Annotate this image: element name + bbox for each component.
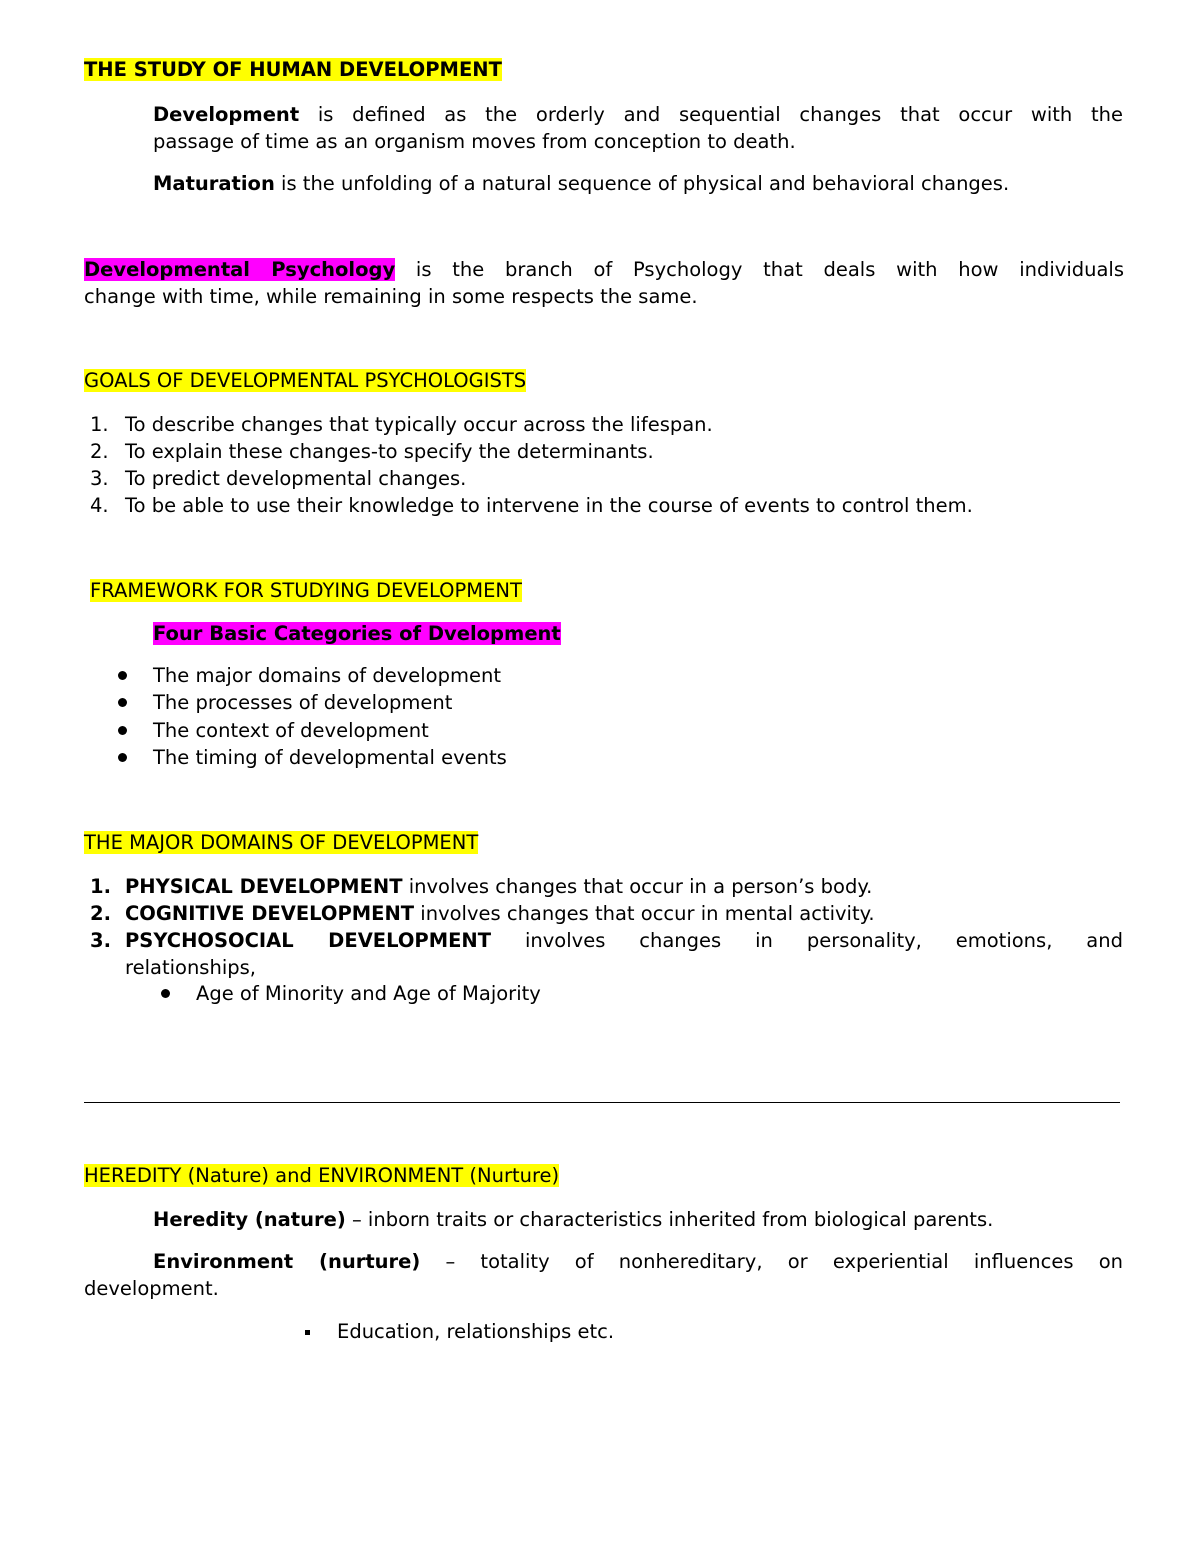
environment-def-text-1: – totality of nonhereditary, or experiential influences on — [420, 1250, 1123, 1273]
domain-number: 3. — [90, 929, 111, 952]
square-bullet-icon — [305, 1330, 310, 1335]
development-def-text-1: is defined as the orderly and sequential changes that occur with the — [299, 103, 1123, 126]
heredity-term: Heredity (nature) — [153, 1208, 346, 1231]
maturation-term: Maturation — [153, 172, 275, 195]
framework-item: The timing of developmental events — [153, 746, 507, 769]
domain-item-psychosocial-line2: relationships, — [125, 956, 256, 979]
domain-item-psychosocial — [125, 927, 1123, 954]
goal-number: 1. — [90, 413, 109, 436]
goal-item: To explain these changes-to specify the determinants. — [125, 440, 654, 463]
bullet-icon — [118, 671, 127, 680]
domain-text: involves changes in personality, emotions, and — [491, 929, 1123, 952]
bullet-icon — [161, 989, 170, 998]
goal-item: To predict developmental changes. — [125, 467, 467, 490]
environment-definition-line2: development. — [84, 1277, 219, 1300]
framework-item: The major domains of development — [153, 664, 501, 687]
goals-heading-text: GOALS OF DEVELOPMENTAL PSYCHOLOGISTS — [84, 369, 527, 392]
environment-subitem: Education, relationships etc. — [337, 1320, 615, 1343]
goal-number: 4. — [90, 494, 109, 517]
heading-major-domains — [84, 829, 478, 856]
domain-term: PHYSICAL DEVELOPMENT — [125, 875, 403, 898]
developmental-psychology-line1 — [84, 256, 1124, 283]
subheading-four-categories — [153, 620, 561, 647]
bullet-icon — [118, 726, 127, 735]
domain-subitem: Age of Minority and Age of Majority — [196, 982, 541, 1005]
domain-item-cognitive — [125, 900, 875, 927]
goal-number: 3. — [90, 467, 109, 490]
framework-heading-text: FRAMEWORK FOR STUDYING DEVELOPMENT — [90, 579, 522, 602]
domains-heading-text: THE MAJOR DOMAINS OF DEVELOPMENT — [84, 831, 479, 854]
environment-definition-line1 — [153, 1248, 1123, 1275]
development-definition-line1 — [153, 101, 1123, 128]
heredity-def-text: – inborn traits or characteristics inherited from biological parents. — [345, 1208, 994, 1231]
heading-heredity-environment — [84, 1162, 559, 1189]
framework-item: The context of development — [153, 719, 429, 742]
domain-item-physical — [125, 873, 872, 900]
heading-framework — [90, 577, 522, 604]
maturation-definition — [153, 170, 1009, 197]
domain-number: 1. — [90, 875, 111, 898]
domain-text: involves changes that occur in a person’s body. — [402, 875, 873, 898]
heading-goals — [84, 367, 526, 394]
horizontal-divider — [84, 1102, 1120, 1103]
maturation-def-text: is the unfolding of a natural sequence of physical and behavioral changes. — [274, 172, 1010, 195]
four-categories-text: Four Basic Categories of Dvelopment — [153, 622, 561, 645]
developmental-psychology-def-1: is the branch of Psychology that deals with how individuals — [395, 258, 1124, 281]
bullet-icon — [118, 753, 127, 762]
heredity-definition — [153, 1206, 993, 1233]
domain-text: involves changes that occur in mental activity. — [414, 902, 875, 925]
heading-study-of-human-development — [84, 56, 502, 83]
domain-term: COGNITIVE DEVELOPMENT — [125, 902, 415, 925]
goal-item: To describe changes that typically occur across the lifespan. — [125, 413, 713, 436]
domain-number: 2. — [90, 902, 111, 925]
heading-text: THE STUDY OF HUMAN DEVELOPMENT — [84, 58, 502, 81]
goal-item: To be able to use their knowledge to intervene in the course of events to control them. — [125, 494, 973, 517]
heredity-heading-text: HEREDITY (Nature) and ENVIRONMENT (Nurture) — [84, 1164, 560, 1187]
bullet-icon — [118, 698, 127, 707]
domain-term: PSYCHOSOCIAL DEVELOPMENT — [125, 929, 492, 952]
framework-item: The processes of development — [153, 691, 453, 714]
environment-term: Environment (nurture) — [153, 1250, 421, 1273]
development-term: Development — [153, 103, 300, 126]
development-definition-line2: passage of time as an organism moves from conception to death. — [153, 130, 796, 153]
goal-number: 2. — [90, 440, 109, 463]
developmental-psychology-line2: change with time, while remaining in some respects the same. — [84, 285, 698, 308]
developmental-psychology-term: Developmental Psychology — [84, 258, 396, 281]
